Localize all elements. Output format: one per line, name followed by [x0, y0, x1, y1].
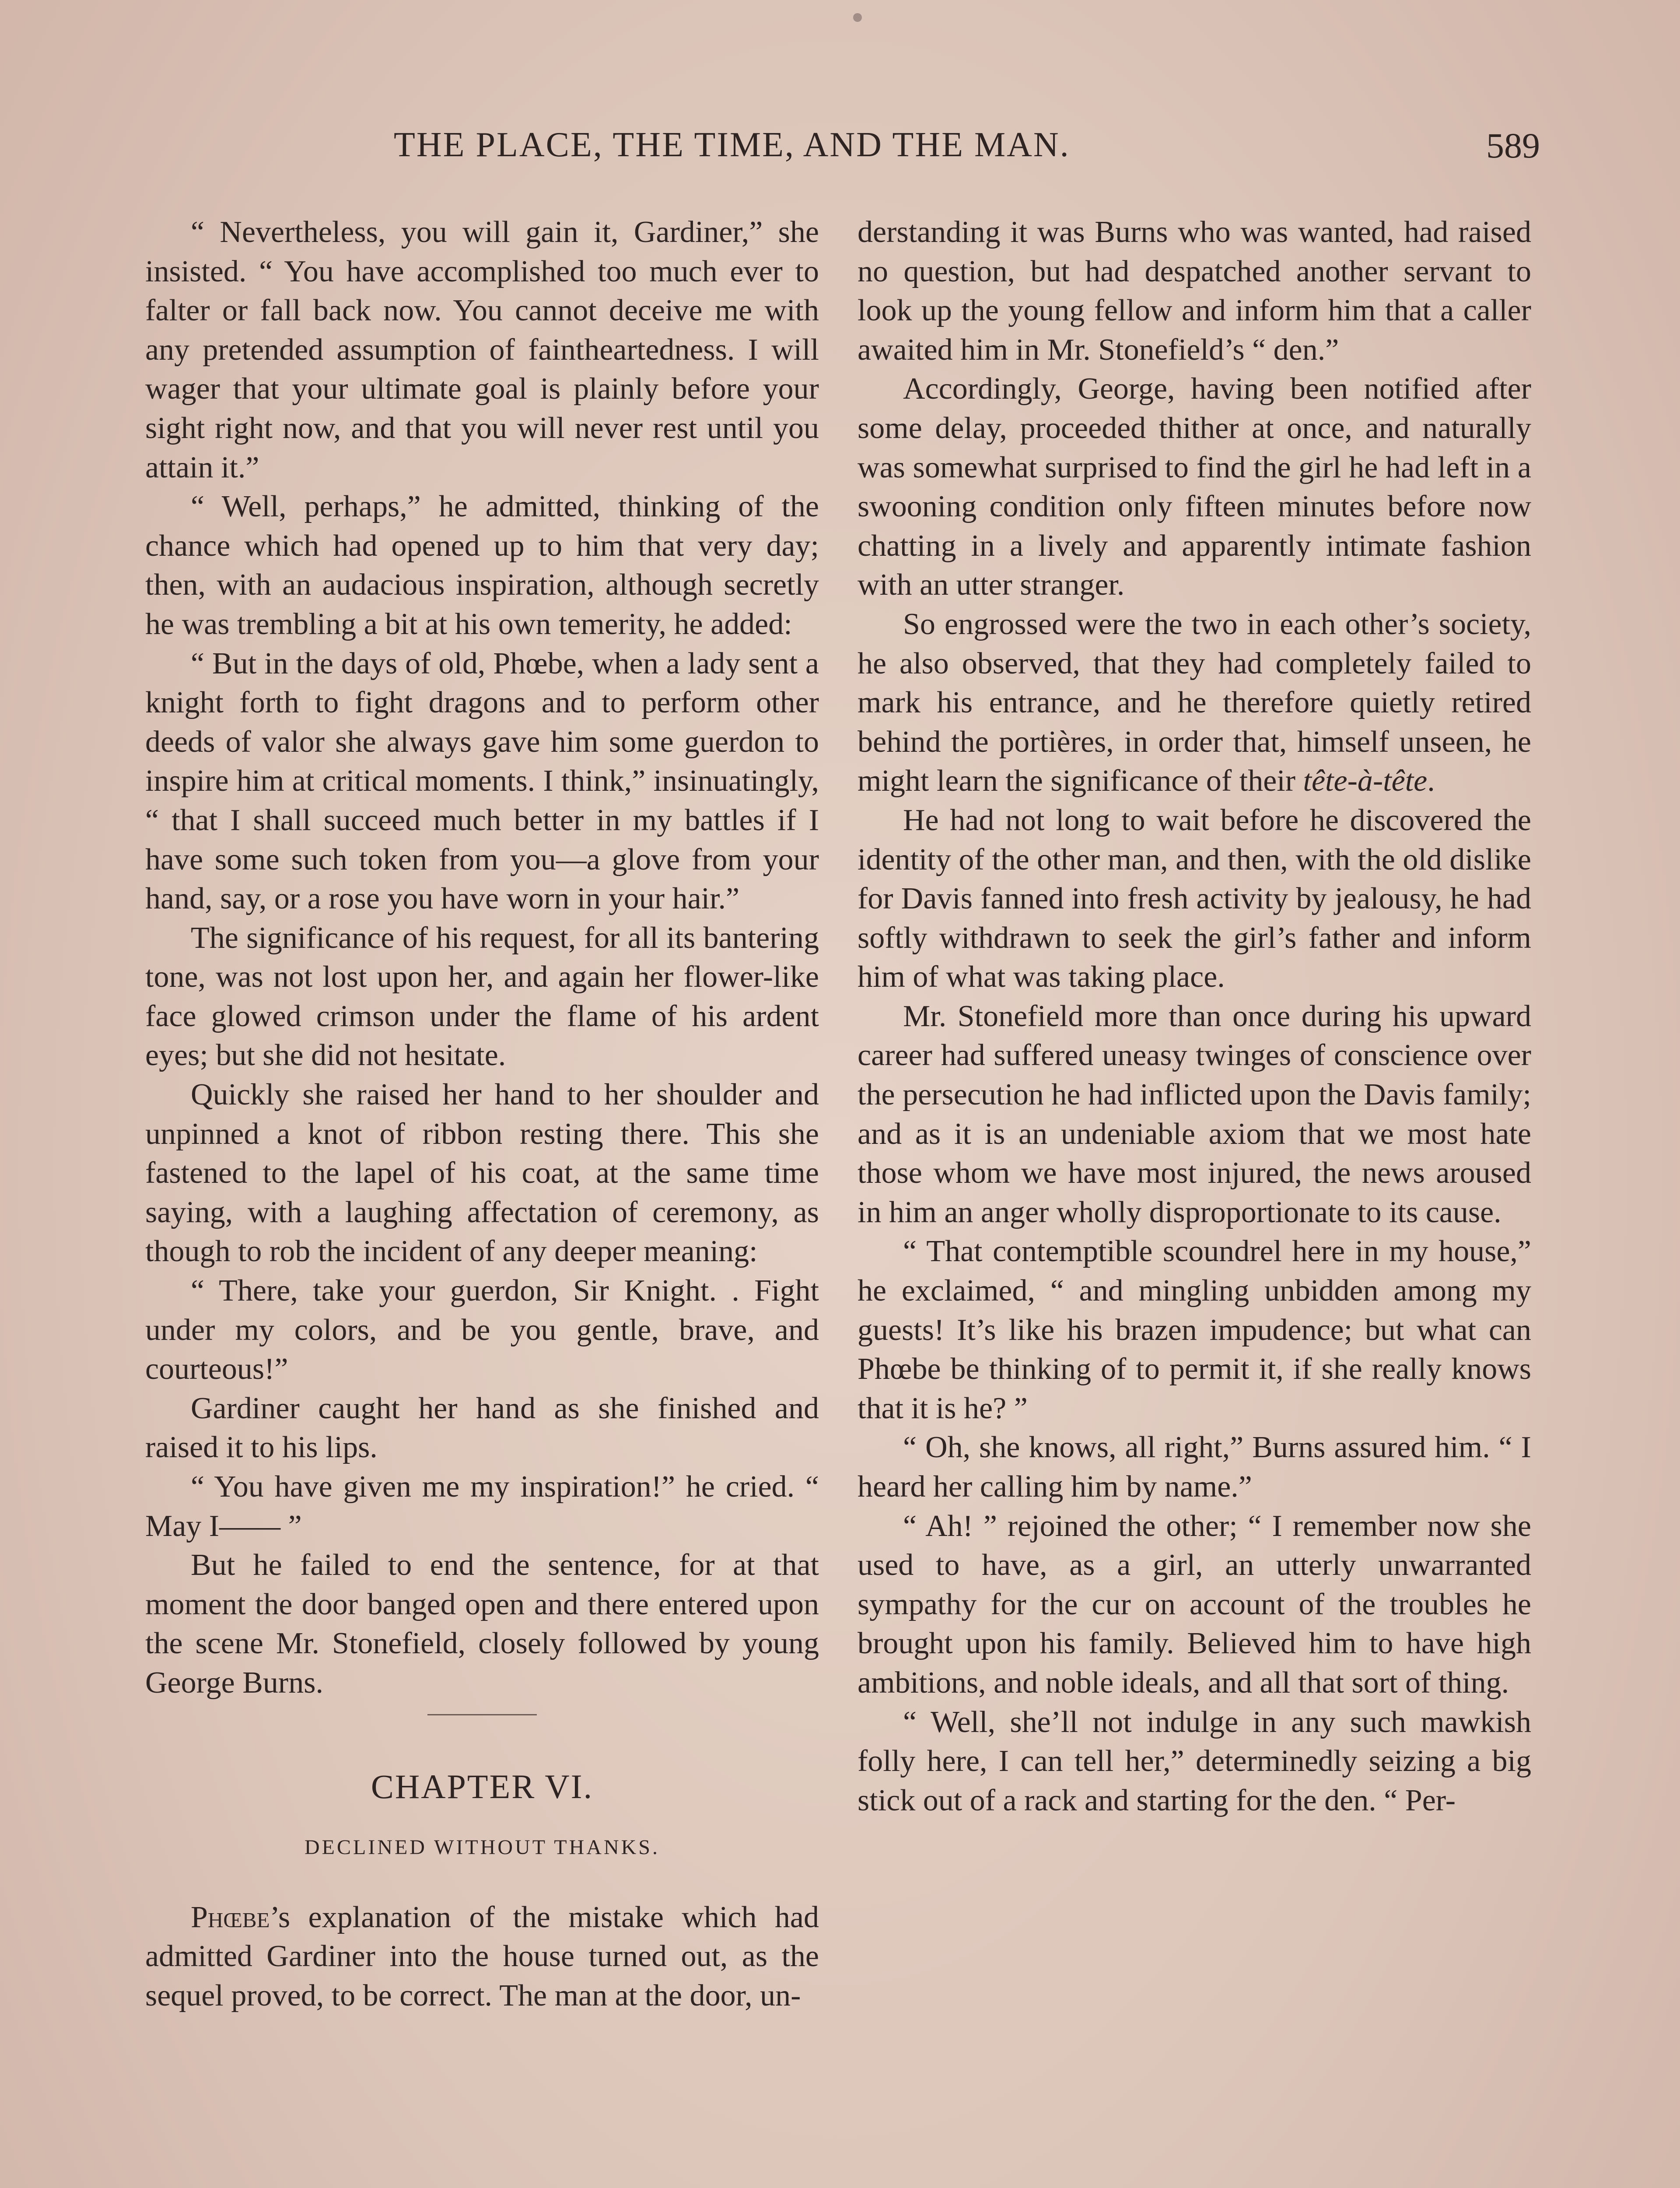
paragraph: But he failed to end the sentence, for at that moment the door banged open and there entered upon the scene Mr. Stonefield, closely followed by young George Burns.: [145, 1548, 819, 1700]
paper-speck: [853, 13, 862, 22]
paragraph: “ That contemptible scoundrel here in my house,” he exclaimed, “ and mingling unbidden among my guests! It’s like his brazen impudence; but what can Phœbe be thinking of to permit it, if she really knows that it is he? ”: [858, 1234, 1531, 1425]
paragraph: “ There, take your guerdon, Sir Knight. . Fight under my colors, and be you gentle, brave, and courteous!”: [145, 1274, 819, 1386]
italic-phrase: tête-à-tête: [1303, 764, 1428, 798]
chapter-subtitle: DECLINED WITHOUT THANKS.: [304, 1836, 660, 1859]
paragraph: [858, 605, 1531, 801]
chapter-lead-word: Phœbe: [191, 1900, 270, 1934]
paragraph: derstanding it was Burns who was wanted, had raised no question, but had despatched another servant to look up the young fellow and inform him that a caller awaited him in Mr. Stonefield’s “ den.”: [858, 215, 1531, 367]
paragraph: “ Oh, she knows, all right,” Burns assured him. “ I heard her calling him by name.”: [858, 1431, 1531, 1504]
paragraph: [145, 1898, 819, 2016]
left-column: [145, 213, 819, 2016]
paragraph: He had not long to wait before he discovered the identity of the other man, and then, with the old dislike for Davis fanned into fresh activity by jealousy, he had softly withdrawn to seek the girl’s father and inform him of what was taking place.: [858, 803, 1531, 994]
paragraph: “ You have given me my inspiration!” he cried. “ May I—— ”: [145, 1470, 819, 1543]
page-header: [131, 125, 1540, 178]
paragraph-text: .: [1427, 764, 1435, 798]
paragraph: “ Nevertheless, you will gain it, Gardiner,” she insisted. “ You have accomplished too much ever to falter or fall back now. You cannot deceive me with any pretended assumption of faintheartedness. I will wager that your ultimate goal is plainly before your sight right now, and that you will never rest until you attain it.”: [145, 215, 819, 484]
paragraph: Quickly she raised her hand to her shoulder and unpinned a knot of ribbon resting there. This she fastened to the lapel of his coat, at the same time saying, with a laughing affectation of ceremony, as though to rob the incident of any deeper meaning:: [145, 1078, 819, 1269]
paragraph: “ But in the days of old, Phœbe, when a lady sent a knight forth to fight dragons and to perform other deeds of valor she always gave him some guerdon to inspire him at critical moments. I think,” insinuatingly, “ that I shall succeed much better in my battles if I have some such token from you—a glove from your hand, say, or a rose you have worn in your hair.”: [145, 646, 819, 916]
paragraph-text: ’s explanation of the mistake which had admitted Gardiner into the house turned out, as the sequel proved, to be correct. The man at the door, un-: [145, 1900, 819, 2013]
chapter-title: CHAPTER VI.: [371, 1767, 594, 1806]
paragraph: Accordingly, George, having been notified after some delay, proceeded thither at once, and naturally was somewhat surprised to find the girl he had left in a swooning condition only fifteen minutes before now chatting in a lively and apparently intimate fashion with an utter stranger.: [858, 372, 1531, 602]
right-column: [858, 213, 1531, 1820]
page-number: 589: [1486, 126, 1540, 165]
paragraph: Gardiner caught her hand as she finished and raised it to his lips.: [145, 1391, 819, 1465]
paragraph: “ Well, perhaps,” he admitted, thinking of the chance which had opened up to him that very day; then, with an audacious inspiration, although secretly he was trembling a bit at his own temerity, he added:: [145, 490, 819, 641]
paragraph: Mr. Stonefield more than once during his upward career had suffered uneasy twinges of conscience over the persecution he had inflicted upon the Davis family; and as it is an undeniable axiom that we most hate those whom we have most injured, the news aroused in him an anger wholly disproportionate to its cause.: [858, 999, 1531, 1229]
section-divider: [427, 1714, 537, 1715]
paragraph: “ Well, she’ll not indulge in any such mawkish folly here, I can tell her,” determinedly seizing a big stick out of a rack and starting for the den. “ Per-: [858, 1705, 1531, 1817]
paragraph: “ Ah! ” rejoined the other; “ I remember now she used to have, as a girl, an utterly unwarranted sympathy for the cur on account of the troubles he brought upon his family. Believed him to have high ambitions, and noble ideals, and all that sort of thing.: [858, 1509, 1531, 1700]
paragraph: The significance of his request, for all its bantering tone, was not lost upon her, and again her flower-like face glowed crimson under the flame of his ardent eyes; but she did not hesitate.: [145, 921, 819, 1073]
paragraph-text: So engrossed were the two in each other’s society, he also observed, that they had completely failed to mark his entrance, and he therefore quietly retired behind the portières, in order that, himself unseen, he might learn the significance of their: [858, 607, 1531, 798]
running-head: THE PLACE, THE TIME, AND THE MAN.: [394, 126, 1070, 164]
